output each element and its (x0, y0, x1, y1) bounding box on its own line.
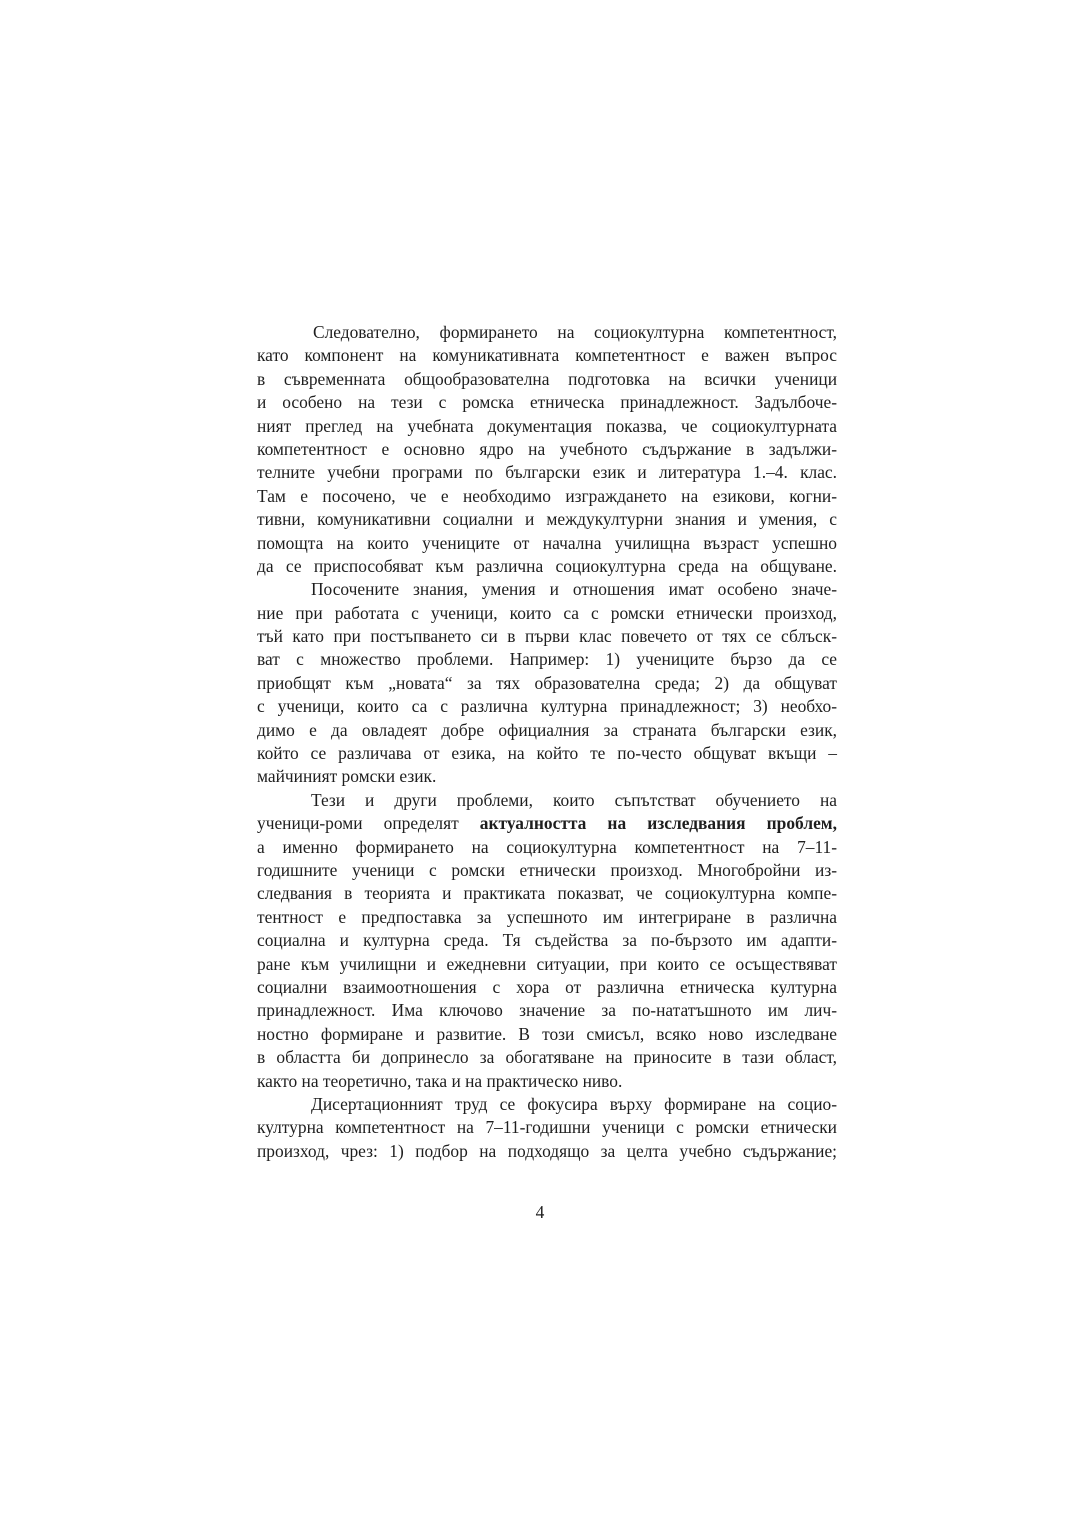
text-line: ностно формиране и развитие. В този смисъл, всяко ново изследване (257, 1023, 837, 1044)
text-line: Следователно, формирането на социокултурна компетентност, (313, 322, 837, 342)
text-line: културна компетентност на 7–11-годишни ученици с ромски етнически (257, 1117, 837, 1138)
text-line: който се различава от езика, на който те по-често общуват вкъщи – (257, 743, 837, 764)
text-line: приобщят към „новата“ за тях образователна среда; 2) да общуват (257, 672, 837, 693)
text-line: ране към училищни и ежедневни ситуации, при които се осъществяват (257, 953, 837, 974)
text-line: както на теоретично, така и на практическо ниво. (257, 1070, 623, 1091)
text-line: принадлежност. Има ключово значение за по-нататъшното им лич- (257, 1000, 837, 1021)
paragraph-3 (257, 789, 837, 1093)
text-line: социална и културна среда. Тя съдейства за по-бързото им адапти- (257, 930, 837, 951)
text-line: тъй като при постъпването си в първи клас повечето от тях се сблъск- (257, 626, 837, 647)
text-line: Посочените знания, умения и отношения имат особено значе- (311, 579, 837, 600)
text-segment: ученици-роми определят (257, 813, 480, 834)
text-line: тентност е предпоставка за успешното им интегриране в различна (257, 906, 837, 927)
text-line: и особено на тези с ромска етническа принадлежност. Задълбоче- (257, 392, 837, 413)
text-line: ният преглед на учебната документация показва, че социокултурната (257, 415, 837, 436)
text-line: Дисертационният труд се фокусира върху формиране на социо- (311, 1093, 837, 1114)
text-line: Там е посочено, че е необходимо изграждането на езикови, когни- (257, 485, 837, 506)
paragraph-2 (257, 578, 837, 789)
emphasized-phrase: актуалността на изследвания проблем, (479, 813, 837, 834)
text-line: като компонент на комуникативната компетентност е важен въпрос (257, 345, 837, 366)
text-line: произход, чрез: 1) подбор на подходящо за целта учебно съдържание; (257, 1140, 837, 1161)
text-line: в областта би допринесло за обогатяване на приносите в тази област, (257, 1047, 837, 1068)
text-line: телните учебни програми по български език и литература 1.–4. клас. (257, 462, 837, 483)
page-number: 4 (535, 1202, 545, 1222)
text-line: Тези и други проблеми, които съпътстват обучението на (311, 789, 837, 810)
text-line: годишните ученици с ромски етнически произход. Многобройни из- (257, 859, 837, 880)
body-text (257, 321, 837, 1163)
text-line: социални взаимоотношения с хора от различна етническа културна (257, 976, 837, 997)
text-line: тивни, комуникативни социални и междукултурни знания и умения, с (257, 509, 837, 530)
text-line: майчиният ромски език. (257, 766, 437, 787)
text-line: димо е да овладеят добре официалния за страната български език, (257, 719, 837, 740)
text-line: да се приспособяват към различна социокултурна среда на общуване. (257, 555, 837, 576)
text-line: с ученици, които са с различна културна принадлежност; 3) необхо- (257, 696, 837, 717)
text-line: ние при работата с ученици, които са с ромски етнически произход, (257, 602, 837, 623)
paragraph-4 (257, 1093, 837, 1163)
text-line: помощта на които учениците от начална училищна възраст успешно (257, 532, 837, 553)
text-line: ват с множество проблеми. Например: 1) учениците бързо да се (257, 649, 837, 670)
text-line: компетентност е основно ядро на учебното съдържание в задължи- (257, 438, 837, 459)
text-line: в съвременната общообразователна подготовка на всички ученици (257, 368, 837, 389)
text-line: а именно формирането на социокултурна компетентност на 7–11- (257, 836, 837, 857)
text-line: следвания в теорията и практиката показват, че социокултурна компе- (257, 883, 837, 904)
paragraph-1 (257, 321, 837, 578)
text-line (257, 812, 837, 835)
